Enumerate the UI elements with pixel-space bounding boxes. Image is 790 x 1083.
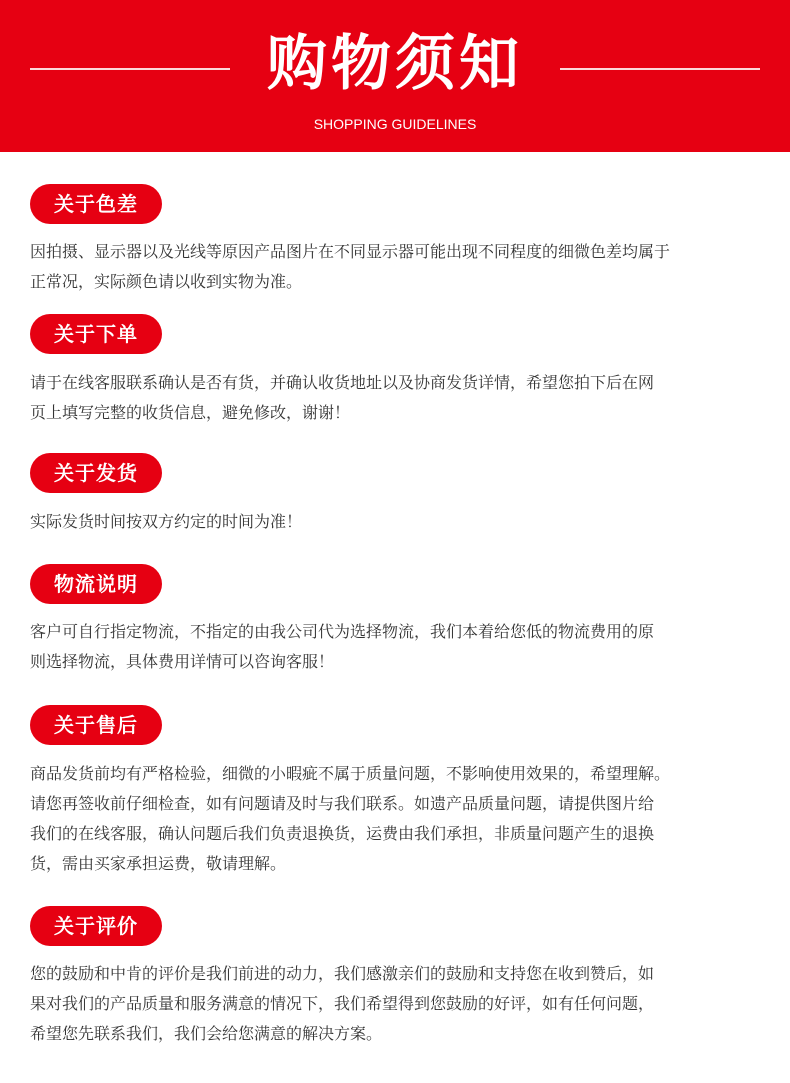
body-line: 客户可自行指定物流，不指定的由我公司代为选择物流，我们本着给您低的物流费用的原 <box>30 622 655 641</box>
section-heading: 物流说明 <box>30 564 162 604</box>
body-line: 则选择物流，具体费用详情可以咨询客服！ <box>30 652 335 671</box>
section-body <box>30 507 770 537</box>
page-title: 购物须知 <box>267 29 523 99</box>
section-body <box>30 237 770 297</box>
body-line: 果对我们的产品质量和服务满意的情况下，我们希望得到您鼓励的好评，如有任何问题， <box>30 994 655 1013</box>
section-heading: 关于色差 <box>30 184 162 224</box>
body-line: 货，需由买家承担运费，敬请理解。 <box>30 854 287 873</box>
body-line: 您的鼓励和中肯的评价是我们前进的动力，我们感激亲们的鼓励和支持您在收到赞后，如 <box>30 964 655 983</box>
body-line: 正常况，实际颜色请以收到实物为准。 <box>30 272 303 291</box>
body-line: 页上填写完整的收货信息，避免修改，谢谢！ <box>30 403 351 422</box>
section-heading: 关于评价 <box>30 906 162 946</box>
section-heading: 关于下单 <box>30 314 162 354</box>
page-subtitle: SHOPPING GUIDELINES <box>313 116 477 132</box>
body-line: 实际发货时间按双方约定的时间为准！ <box>30 512 303 531</box>
section-body <box>30 617 770 677</box>
section-body <box>30 368 770 428</box>
body-line: 请您再签收前仔细检查，如有问题请及时与我们联系。如遗产品质量问题，请提供图片给 <box>30 794 655 813</box>
header-banner <box>0 0 790 152</box>
body-line: 请于在线客服联系确认是否有货，并确认收货地址以及协商发货详情，希望您拍下后在网 <box>30 373 655 392</box>
body-line: 我们的在线客服，确认问题后我们负责退换货，运费由我们承担，非质量问题产生的退换 <box>30 824 655 843</box>
body-line: 希望您先联系我们，我们会给您满意的解决方案。 <box>30 1024 383 1043</box>
section-body <box>30 959 770 1049</box>
body-line: 商品发货前均有严格检验，细微的小暇疵不属于质量问题，不影响使用效果的，希望理解。 <box>30 764 671 783</box>
body-line: 因拍摄、显示器以及光线等原因产品图片在不同显示器可能出现不同程度的细微色差均属于 <box>30 242 671 261</box>
section-heading: 关于发货 <box>30 453 162 493</box>
section-body <box>30 759 770 879</box>
section-heading: 关于售后 <box>30 705 162 745</box>
